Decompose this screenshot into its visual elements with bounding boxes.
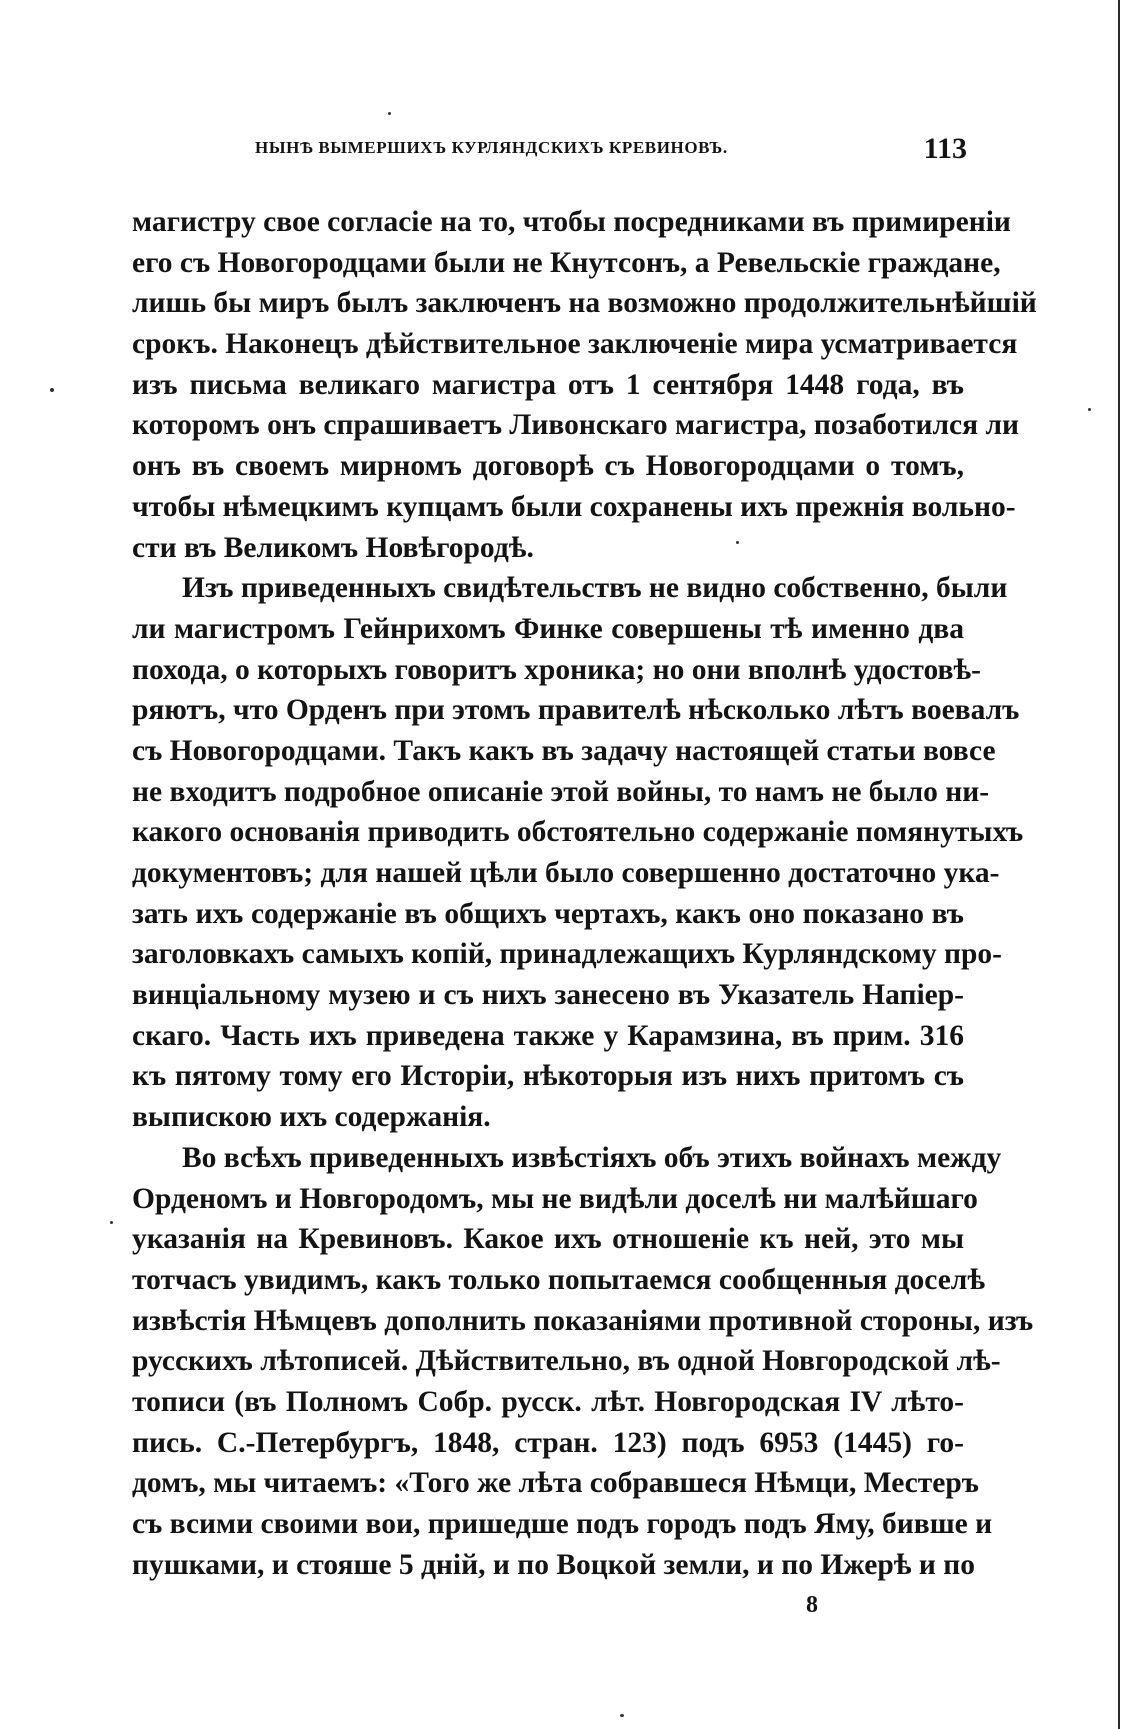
body-text (132, 202, 1037, 1585)
text-line: тописи (въ Полномъ Собр. русск. лѣт. Новгородская IV лѣто- (132, 1385, 964, 1418)
text-line: магистру свое согласіе на то, чтобы посредниками въ примиреніи (132, 206, 1011, 238)
scan-speck (110, 1221, 113, 1224)
scan-speck (50, 388, 54, 392)
text-line: Во всѣхъ приведенныхъ извѣстіяхъ объ этихъ войнахъ между (182, 1141, 1002, 1174)
text-line: какого основанія приводить обстоятельно содержаніе помянутыхъ (132, 816, 1024, 849)
text-line: скаго. Часть ихъ приведена также у Карамзина, въ прим. 316 (132, 1019, 964, 1052)
scan-speck (1088, 408, 1091, 411)
text-line: Изъ приведенныхъ свидѣтельствъ не видно собственно, были (182, 572, 1008, 605)
text-line: не входитъ подробное описаніе этой войны, то намъ не было ни- (132, 775, 990, 808)
text-line: русскихъ лѣтописей. Дѣйствительно, въ одной Новгородской лѣ- (132, 1345, 1001, 1378)
text-line: винціальному музею и съ нихъ занесено въ Указатель Напіер- (132, 979, 964, 1012)
text-line: выпискою ихъ содержанія. (132, 1101, 491, 1134)
text-line: похода, о которыхъ говоритъ хроника; но они вполнѣ удостовѣ- (132, 653, 981, 686)
text-line: документовъ; для нашей цѣли было совершенно достаточно ука- (132, 857, 1000, 889)
signature-mark: 8 (806, 1592, 818, 1618)
text-line: лишь бы миръ былъ заключенъ на возможно продолжительнѣйшій (132, 287, 1037, 320)
text-line: пушками, и стояше 5 днiй, и по Воцкой земли, и по Ижерѣ и по (132, 1548, 975, 1581)
text-line: ряютъ, что Орденъ при этомъ правителѣ нѣсколько лѣтъ воевалъ (132, 694, 1020, 727)
running-head: НЫНѢ ВЫМЕРШИХЪ КУРЛЯНДСКИХЪ КРЕВИНОВЪ. (255, 138, 728, 157)
page-number: 113 (923, 132, 967, 165)
text-line: Орденомъ и Новгородомъ, мы не видѣли доселѣ ни малѣйшаго (132, 1182, 978, 1215)
scan-speck (620, 1714, 624, 1717)
scan-speck (388, 112, 391, 115)
scan-speck (736, 541, 739, 544)
text-line: съ Новогородцами. Такъ какъ въ задачу настоящей статьи вовсе (132, 734, 996, 767)
paragraph-3 (132, 1138, 1034, 1586)
text-line: его съ Новогородцами были не Кнутсонъ, а Ревельскіе граждане, (132, 246, 1001, 279)
text-line: тотчасъ увидимъ, какъ только попытаемся сообщенныя доселѣ (132, 1263, 986, 1296)
text-line: которомъ онъ спрашиваетъ Ливонскаго магистра, позаботился ли (132, 409, 1020, 442)
text-line: изъ письма великаго магистра отъ 1 сентября 1448 года, въ (132, 368, 964, 401)
text-line: зать ихъ содержаніе въ общихъ чертахъ, какъ оно показано въ (132, 897, 964, 930)
text-line: извѣстія Нѣмцевъ дополнить показаніями противной стороны, изъ (132, 1304, 1034, 1337)
text-line: срокъ. Наконецъ дѣйствительное заключеніе мира усматривается (132, 328, 1018, 361)
paragraph-1 (132, 202, 1037, 568)
text-line: заголовкахъ самыхъ копій, принадлежащихъ Курляндскому про- (132, 938, 1003, 971)
text-line: съ всими своими вои, пришедше подъ городъ подъ Яму, бивше и (132, 1508, 993, 1540)
text-line: домъ, мы читаемъ: «Того же лѣта собравшеся Нѣмци, Местеръ (132, 1467, 979, 1500)
page-header (255, 132, 967, 172)
text-line: сти въ Великомъ Новѣгородѣ. (132, 531, 534, 564)
text-line: пись. С.-Петербургъ, 1848, стран. 123) подъ 6953 (1445) го- (132, 1426, 964, 1459)
text-line: указанія на Кревиновъ. Какое ихъ отношеніе къ ней, это мы (132, 1223, 964, 1256)
paragraph-2 (132, 568, 1024, 1138)
text-line: чтобы нѣмецкимъ купцамъ были сохранены ихъ прежнія вольно- (132, 490, 1016, 523)
text-line: къ пятому тому его Исторіи, нѣкоторыя изъ нихъ притомъ съ (132, 1060, 964, 1093)
text-line: онъ въ своемъ мирномъ договорѣ съ Новогородцами о томъ, (132, 450, 964, 483)
text-line: ли магистромъ Гейнрихомъ Финке совершены тѣ именно два (132, 612, 964, 645)
page-edge-line (1118, 0, 1120, 1729)
